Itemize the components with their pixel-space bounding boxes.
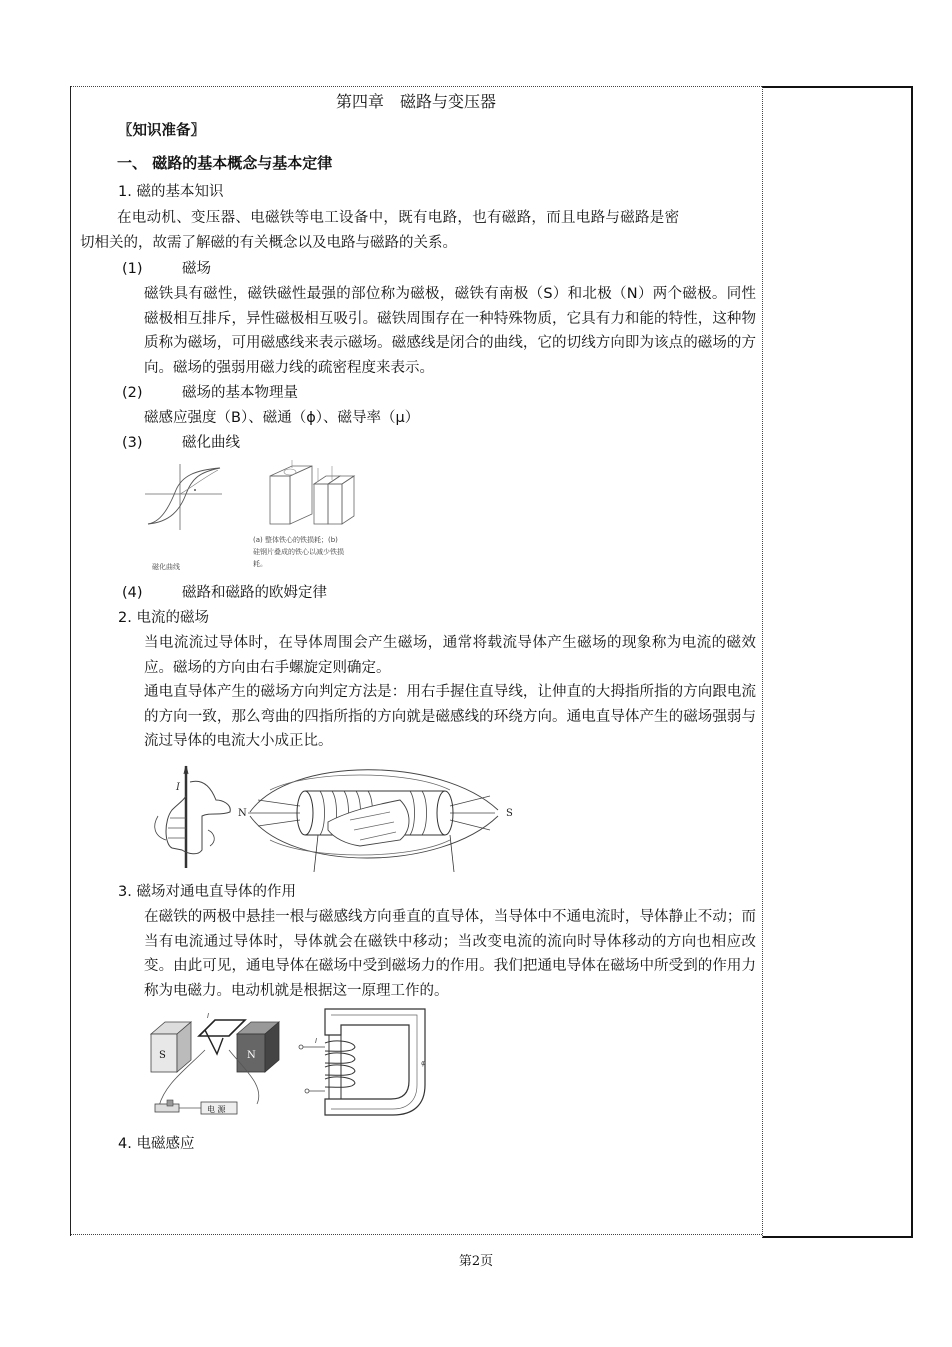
sub-1-text: 磁铁具有磁性，磁铁磁性最强的部位称为磁极，磁铁有南极（S）和北极（N）两个磁极。同性磁极相互排斥，异性磁极相互吸引。磁铁周围存在一种特殊物质，它具有力和能的特性，这种物质称为磁场，可用磁感线来表示磁场。磁感线是闭合的曲线，它的切线方向即为该点的磁场的方向。磁场的强弱用磁力线的疏密程度来表示。 bbox=[144, 286, 756, 376]
fig3-south-label: S bbox=[506, 808, 513, 819]
frame-bottom-border bbox=[70, 1234, 762, 1235]
right-hand-rule-figure bbox=[150, 760, 530, 872]
item-2-para-1: 当电流流过导体时，在导体周围会产生磁场，通常将载流导体产生磁场的现象称为电流的磁效应。磁场的方向由右手螺旋定则确定。 bbox=[144, 635, 756, 676]
fig4-power-label: 电 源 bbox=[207, 1105, 226, 1114]
fig4-current-label: I bbox=[207, 1012, 210, 1020]
chapter-title: 第四章 磁路与变压器 bbox=[335, 92, 496, 111]
fig3-current-label: I bbox=[176, 782, 180, 793]
item-1-para-line2: 切相关的，故需了解磁的有关概念以及电路与磁路的关系。 bbox=[80, 235, 457, 251]
notes-column bbox=[762, 86, 913, 1238]
sub-2-number: (2) bbox=[122, 385, 143, 401]
frame-top-border bbox=[70, 86, 762, 87]
fig4-south-label: S bbox=[159, 1050, 166, 1061]
fig2-caption-line1: (a) 整体铁心的铁损耗；(b) bbox=[253, 536, 338, 544]
item-1-para-line1: 在电动机、变压器、电磁铁等电工设备中，既有电路，也有磁路，而且电路与磁路是密 bbox=[117, 210, 680, 226]
iron-core-figure bbox=[262, 458, 362, 528]
fig4b-current-label: I bbox=[315, 1037, 318, 1045]
fig1-caption: 磁化曲线 bbox=[152, 563, 180, 571]
item-4-heading: 4. 电磁感应 bbox=[118, 1136, 195, 1152]
sub-3-title: 磁化曲线 bbox=[182, 435, 240, 451]
fig2-caption-line3: 耗。 bbox=[253, 560, 267, 568]
fig2-caption-line2: 硅钢片叠成的铁心以减少铁损 bbox=[253, 548, 344, 556]
fig4b-flux-label: φ bbox=[421, 1059, 426, 1067]
section-heading: 一、 磁路的基本概念与基本定律 bbox=[117, 154, 333, 172]
sub-1-title: 磁场 bbox=[182, 261, 211, 277]
sub-2-title: 磁场的基本物理量 bbox=[182, 385, 298, 401]
conductor-in-magnet-figure bbox=[145, 1010, 285, 1122]
item-3-para: 在磁铁的两极中悬挂一根与磁感线方向垂直的直导体，当导体中不通电流时，导体静止不动；而当有电流通过导体时，导体就会在磁铁中移动；当改变电流的流向时导体移动的方向也相应改变。由此可见，通电导体在磁场中受到磁场力的作用。我们把通电导体在磁场中所受到的作用力称为电磁力。电动机就是根据这一原理工作的。 bbox=[144, 909, 756, 999]
sub-1-number: (1) bbox=[122, 261, 143, 277]
item-3-heading: 3. 磁场对通电直导体的作用 bbox=[118, 884, 296, 900]
knowledge-prep-heading: 〖知识准备〗 bbox=[118, 123, 205, 139]
item-2-heading: 2. 电流的磁场 bbox=[118, 610, 209, 626]
fig3-north-label: N bbox=[238, 808, 247, 819]
sub-3-number: (3) bbox=[122, 435, 143, 451]
sub-4-number: (4) bbox=[122, 585, 143, 601]
item-2-para-2: 通电直导体产生的磁场方向判定方法是：用右手握住直导线，让伸直的大拇指所指的方向跟电流的方向一致，那么弯曲的四指所指的方向就是磁感线的环绕方向。通电直导体产生的磁场强弱与流过导体的电流大小成正比。 bbox=[144, 684, 756, 749]
electromagnet-core-figure bbox=[295, 1005, 440, 1120]
frame-left-border bbox=[70, 86, 71, 1236]
sub-2-text: 磁感应强度（B）、磁通（ϕ）、磁导率（μ） bbox=[144, 410, 420, 426]
hysteresis-curve-figure bbox=[140, 460, 230, 535]
fig4-north-label: N bbox=[247, 1050, 256, 1061]
page-number: 第2页 bbox=[458, 1254, 494, 1269]
sub-4-title: 磁路和磁路的欧姆定律 bbox=[182, 585, 327, 601]
item-1-heading: 1. 磁的基本知识 bbox=[118, 184, 224, 200]
